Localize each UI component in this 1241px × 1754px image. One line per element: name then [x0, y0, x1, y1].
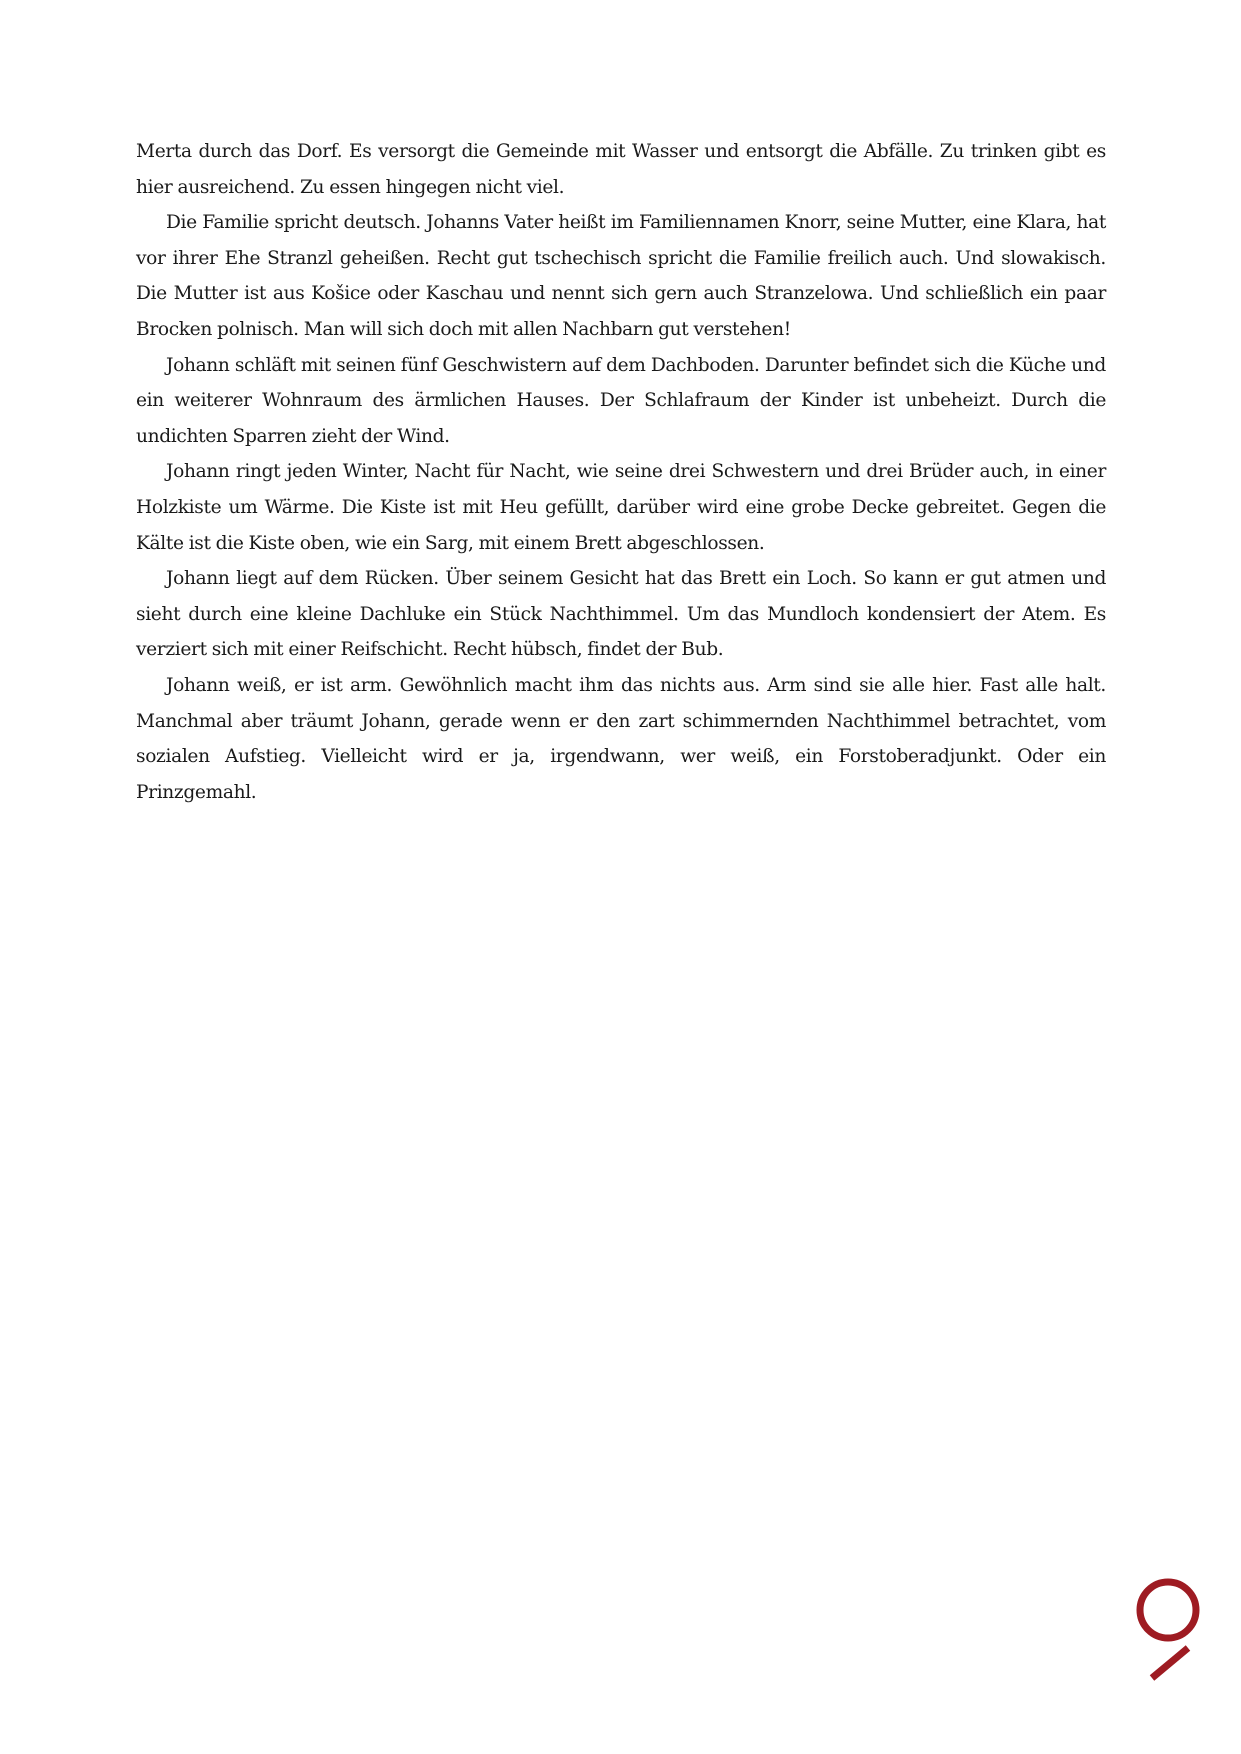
- publisher-logo-icon: [1128, 1572, 1208, 1682]
- paragraph-1: Merta durch das Dorf. Es versorgt die Gemeinde mit Wasser und entsorgt die Abfälle. Zu trinken gibt es hier ausreichend. Zu essen hingegen nicht viel.: [136, 141, 1106, 198]
- logo-stroke: [1152, 1648, 1188, 1678]
- paragraph-6: Johann weiß, er ist arm. Gewöhnlich macht ihm das nichts aus. Arm sind sie alle hier. Fast alle halt. Manchmal aber träumt Johann, gerade wenn er den zart schimmernden Nachthimmel betrachtet, vom sozialen Aufstieg. Vielleicht wird er ja, irgendwann, wer weiß, ein Forstoberadjunkt. Oder ein Prinzgemahl.: [136, 674, 1106, 803]
- paragraph-4: Johann ringt jeden Winter, Nacht für Nacht, wie seine drei Schwestern und drei Brüder auch, in einer Holzkiste um Wärme. Die Kiste ist mit Heu gefüllt, darüber wird eine grobe Decke gebreitet. Gegen die Kälte ist die Kiste oben, wie ein Sarg, mit einem Brett abgeschlossen.: [136, 461, 1106, 554]
- body-text: [136, 134, 1106, 810]
- paragraph-2: Die Familie spricht deutsch. Johanns Vater heißt im Familiennamen Knorr, seine Mutter, eine Klara, hat vor ihrer Ehe Stranzl geheißen. Recht gut tschechisch spricht die Familie freilich auch. Und slowakisch. Die Mutter ist aus Košice oder Kaschau und nennt sich gern auch Stranzelowa. Und schließlich ein paar Brocken polnisch. Man will sich doch mit allen Nachbarn gut verstehen!: [136, 212, 1106, 340]
- logo-ring: [1140, 1582, 1196, 1638]
- paragraph-5: Johann liegt auf dem Rücken. Über seinem Gesicht hat das Brett ein Loch. So kann er gut atmen und sieht durch eine kleine Dachluke ein Stück Nachthimmel. Um das Mundloch kondensiert der Atem. Es verziert sich mit einer Reifschicht. Recht hübsch, findet der Bub.: [136, 568, 1106, 661]
- paragraph-3: Johann schläft mit seinen fünf Geschwistern auf dem Dachboden. Darunter befindet sich die Küche und ein weiterer Wohnraum des ärmlichen Hauses. Der Schlafraum der Kinder ist unbeheizt. Durch die undichten Sparren zieht der Wind.: [136, 354, 1106, 447]
